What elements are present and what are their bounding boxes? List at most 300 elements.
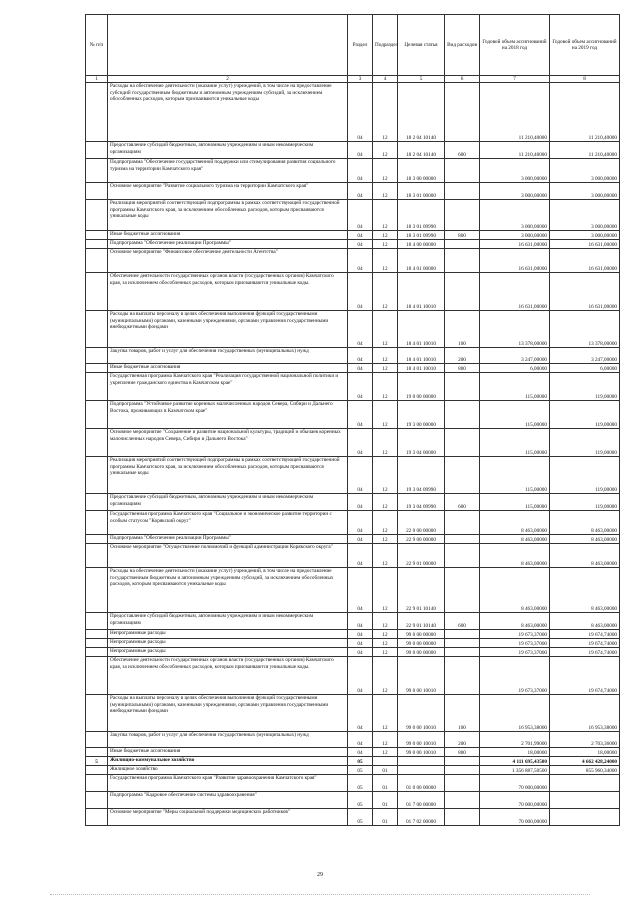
column-number: 3: [348, 76, 373, 83]
row-exp-type: [445, 775, 480, 792]
row-2019: 3 000,00000: [550, 200, 620, 231]
row-exp-type: 100: [445, 311, 480, 348]
row-2019: [550, 809, 620, 826]
table-row: [86, 142, 620, 159]
row-target: 01 7 02 00000: [398, 809, 445, 826]
row-section: 05: [348, 792, 373, 809]
row-section: 04: [348, 348, 373, 364]
row-2018: 3 247,00000: [480, 348, 550, 364]
row-num: 5: [86, 757, 108, 766]
row-num: [86, 183, 108, 200]
row-section: 04: [348, 630, 373, 639]
row-2018: 11 210,40000: [480, 142, 550, 159]
row-num: [86, 535, 108, 544]
row-target: 18 3 00 00000: [398, 159, 445, 183]
row-section: 04: [348, 373, 373, 401]
table-row: [86, 639, 620, 648]
row-subsection: 12: [373, 494, 398, 511]
row-num: [86, 373, 108, 401]
row-target: 22 9 01 10140: [398, 613, 445, 630]
row-name: Предоставление субсидий бюджетным, автономным учреждениям и иным некоммерческим организациям: [108, 142, 348, 159]
table-row: [86, 748, 620, 757]
row-section: 04: [348, 142, 373, 159]
row-section: 05: [348, 809, 373, 826]
row-name: Подпрограмма "Обеспечение реализации Программы": [108, 240, 348, 249]
row-exp-type: 100: [445, 695, 480, 732]
row-name: Непрограммные расходы: [108, 648, 348, 657]
row-num: [86, 231, 108, 240]
row-subsection: 12: [373, 373, 398, 401]
row-num: [86, 429, 108, 457]
row-name: Жилищное хозяйство: [108, 766, 348, 775]
row-name: Реализация мероприятий соответствующей подпрограммы в рамках соответствующей государственной программы Камчатского края, за исключением обособленных расходов, которым присваиваются уникальные коды: [108, 200, 348, 231]
row-subsection: 12: [373, 183, 398, 200]
row-target: 99 0 00 10010: [398, 732, 445, 748]
row-2018: 16 631,00000: [480, 273, 550, 311]
row-name: Основное мероприятие "Развитие социального туризма на территории Камчатского края": [108, 183, 348, 200]
row-name: Обеспечение деятельности государственных органов власти (государственных органов) Камчатского края, за исключением обособленных расходов, которым присваиваются уникальные коды.: [108, 657, 348, 695]
row-2019: 3 247,00000: [550, 348, 620, 364]
row-target: 99 0 00 00000: [398, 648, 445, 657]
table-row: [86, 311, 620, 348]
row-exp-type: [445, 240, 480, 249]
row-target: 22 9 01 10140: [398, 568, 445, 613]
row-2019: 8 463,00000: [550, 613, 620, 630]
row-subsection: 12: [373, 630, 398, 639]
row-2019: 19 674,74000: [550, 630, 620, 639]
column-number: 5: [398, 76, 445, 83]
row-2018: 115,00000: [480, 429, 550, 457]
row-name: Обеспечение деятельности государственных органов власти (государственных органов) Камчатского края, за исключением обособленных расходов, которым присваиваются уникальные коды.: [108, 273, 348, 311]
row-exp-type: [445, 183, 480, 200]
row-name: Расходы на обеспечение деятельности (оказание услуг) учреждений, в том числе на предоставление субсидий государственным бюджетным и автономным учреждениям субсидий, за исключением обособленных расходов, которым присваиваются уникальные коды: [108, 83, 348, 142]
row-section: 04: [348, 401, 373, 429]
row-section: 04: [348, 159, 373, 183]
row-exp-type: 600: [445, 142, 480, 159]
row-section: 04: [348, 249, 373, 273]
row-2019: 8 463,00000: [550, 535, 620, 544]
row-name: Расходы на выплаты персоналу в целях обеспечения выполнения функций государственными (муниципальными) органами, казенными учреждениями, органами управления государственными внебюджетными фондами: [108, 311, 348, 348]
row-name: Предоставление субсидий бюджетным, автономным учреждениям и иным некоммерческим организациям: [108, 613, 348, 630]
row-section: 04: [348, 511, 373, 535]
row-exp-type: [445, 200, 480, 231]
row-subsection: 12: [373, 748, 398, 757]
row-section: 04: [348, 639, 373, 648]
row-2018: 11 210,40000: [480, 83, 550, 142]
row-target: 01 0 00 00000: [398, 775, 445, 792]
row-exp-type: [445, 544, 480, 568]
header-num: № п/п: [86, 15, 108, 76]
table-row: [86, 544, 620, 568]
table-row: [86, 695, 620, 732]
header-2018: Годовой объем ассигнований на 2018 год: [480, 15, 550, 76]
row-target: 99 0 00 00000: [398, 630, 445, 639]
row-name: Иные бюджетные ассигнования: [108, 364, 348, 373]
row-name: Подпрограмма "Обеспечение государственной поддержки или стимулирования развития социального туризма на территории Камчатского края": [108, 159, 348, 183]
row-subsection: 12: [373, 159, 398, 183]
row-name: Основное мероприятие "Меры социальной поддержки медицинских работников": [108, 809, 348, 826]
row-section: 04: [348, 457, 373, 494]
row-target: 18 4 01 10010: [398, 348, 445, 364]
table-row: [86, 159, 620, 183]
row-exp-type: [445, 766, 480, 775]
row-2019: 13 378,00000: [550, 311, 620, 348]
row-2019: 4 662 428,24000: [550, 757, 620, 766]
column-number: 6: [445, 76, 480, 83]
row-exp-type: 600: [445, 613, 480, 630]
row-exp-type: [445, 639, 480, 648]
table-row: [86, 535, 620, 544]
row-subsection: 12: [373, 639, 398, 648]
row-subsection: 12: [373, 544, 398, 568]
row-2019: 8 463,00000: [550, 568, 620, 613]
row-2018: 16 631,00000: [480, 240, 550, 249]
table-row: [86, 792, 620, 809]
table-row: [86, 457, 620, 494]
row-subsection: 12: [373, 429, 398, 457]
row-2019: 19 674,74000: [550, 639, 620, 648]
row-name: Непрограммные расходы: [108, 639, 348, 648]
row-num: [86, 630, 108, 639]
row-name: Основное мероприятие "Сохранение и развитие национальной культуры, традиций и обычаев коренных малочисленных народов Севера, Сибири и Дальнего Востока": [108, 429, 348, 457]
row-section: 05: [348, 775, 373, 792]
row-target: 19 3 04 09990: [398, 457, 445, 494]
row-section: 05: [348, 766, 373, 775]
row-num: [86, 364, 108, 373]
row-target: 19 3 04 00000: [398, 429, 445, 457]
row-target: 19 0 00 00000: [398, 373, 445, 401]
table-row: [86, 401, 620, 429]
table-row: [86, 273, 620, 311]
row-num: [86, 792, 108, 809]
row-num: [86, 348, 108, 364]
row-2018: 6,00000: [480, 364, 550, 373]
row-2018: 115,00000: [480, 494, 550, 511]
table-row: [86, 83, 620, 142]
row-2019: 16 953,38000: [550, 695, 620, 732]
row-target: 99 0 00 10010: [398, 695, 445, 732]
row-section: 04: [348, 273, 373, 311]
row-name: Подпрограмма "Устойчивое развитие коренных малочисленных народов Севера, Сибири и Дальнего Востока, проживающих в Камчатском крае": [108, 401, 348, 429]
row-target: 22 9 01 00000: [398, 544, 445, 568]
row-name: Иные бюджетные ассигнования: [108, 231, 348, 240]
row-section: 04: [348, 657, 373, 695]
row-subsection: 12: [373, 511, 398, 535]
page-number: 29: [317, 872, 323, 878]
table-row: [86, 630, 620, 639]
row-target: 19 3 04 09990: [398, 494, 445, 511]
table-row: [86, 200, 620, 231]
row-2019: 3 000,00000: [550, 159, 620, 183]
row-2018: 8 463,00000: [480, 535, 550, 544]
row-num: [86, 249, 108, 273]
row-2019: 16 631,00000: [550, 249, 620, 273]
table-row: [86, 613, 620, 630]
row-2018: 8 463,00000: [480, 613, 550, 630]
row-num: [86, 311, 108, 348]
row-section: 04: [348, 364, 373, 373]
row-2018: 2 701,99000: [480, 732, 550, 748]
row-exp-type: [445, 249, 480, 273]
column-number: 8: [550, 76, 620, 83]
row-name: Государственная программа Камчатского края "Развитие здравоохранения Камчатского края": [108, 775, 348, 792]
row-subsection: 12: [373, 200, 398, 231]
row-subsection: 12: [373, 83, 398, 142]
table-row: [86, 757, 620, 766]
row-subsection: 12: [373, 231, 398, 240]
row-subsection: 01: [373, 809, 398, 826]
row-2019: 6,00000: [550, 364, 620, 373]
column-number: 7: [480, 76, 550, 83]
row-2018: 16 631,00000: [480, 249, 550, 273]
row-2018: 70 000,00000: [480, 809, 550, 826]
row-2018: 115,00000: [480, 401, 550, 429]
row-exp-type: [445, 535, 480, 544]
row-section: 04: [348, 748, 373, 757]
row-num: [86, 83, 108, 142]
row-2019: 855 960,34000: [550, 766, 620, 775]
row-num: [86, 544, 108, 568]
row-num: [86, 142, 108, 159]
row-exp-type: [445, 83, 480, 142]
row-target: [398, 766, 445, 775]
row-target: 18 3 01 09990: [398, 231, 445, 240]
row-target: 19 3 00 00000: [398, 401, 445, 429]
table-row: [86, 775, 620, 792]
table-row: [86, 231, 620, 240]
row-num: [86, 401, 108, 429]
header-name: [108, 15, 348, 76]
row-subsection: 12: [373, 273, 398, 311]
table-body: [86, 83, 620, 826]
row-target: 22 0 00 00000: [398, 511, 445, 535]
row-num: [86, 457, 108, 494]
table-row: [86, 373, 620, 401]
row-exp-type: [445, 792, 480, 809]
row-subsection: 01: [373, 766, 398, 775]
row-exp-type: 200: [445, 732, 480, 748]
row-section: 05: [348, 757, 373, 766]
row-target: 22 9 00 00000: [398, 535, 445, 544]
row-exp-type: 800: [445, 231, 480, 240]
row-2018: 8 463,00000: [480, 568, 550, 613]
header-subsection: Подраздел: [373, 15, 398, 76]
row-subsection: [373, 757, 398, 766]
row-2019: 18,00000: [550, 748, 620, 757]
row-2018: 19 673,37000: [480, 639, 550, 648]
table-row: [86, 240, 620, 249]
row-subsection: 12: [373, 311, 398, 348]
row-subsection: 12: [373, 535, 398, 544]
column-number: 2: [108, 76, 348, 83]
table-row: [86, 732, 620, 748]
row-exp-type: [445, 273, 480, 311]
row-target: 18 2 04 10140: [398, 142, 445, 159]
row-exp-type: [445, 457, 480, 494]
row-section: 04: [348, 732, 373, 748]
row-2018: 16 953,38000: [480, 695, 550, 732]
row-exp-type: [445, 401, 480, 429]
row-2018: 8 463,00000: [480, 544, 550, 568]
row-2019: [550, 792, 620, 809]
row-subsection: 12: [373, 364, 398, 373]
row-num: [86, 748, 108, 757]
budget-table: [85, 14, 620, 826]
row-2018: 19 673,37000: [480, 657, 550, 695]
row-target: 18 4 01 00000: [398, 249, 445, 273]
row-exp-type: 800: [445, 364, 480, 373]
table-row: [86, 249, 620, 273]
row-subsection: 12: [373, 240, 398, 249]
row-name: Основное мероприятие "Осуществление полномочий и функций администрации Корякского округа": [108, 544, 348, 568]
row-name: Основное мероприятие "Финансовое обеспечение деятельности Агентства": [108, 249, 348, 273]
row-target: 18 4 01 10010: [398, 311, 445, 348]
row-exp-type: 600: [445, 494, 480, 511]
row-target: 01 7 00 00000: [398, 792, 445, 809]
row-name: Государственная программа Камчатского края "Социальное и экономическое развитие территории с особым статусом "Корякский округ": [108, 511, 348, 535]
row-2019: 19 674,74000: [550, 648, 620, 657]
row-2019: 16 631,00000: [550, 273, 620, 311]
row-2018: 19 673,37000: [480, 648, 550, 657]
row-num: [86, 494, 108, 511]
row-subsection: 12: [373, 457, 398, 494]
bottom-dotted-line: [50, 894, 590, 896]
row-name: Иные бюджетные ассигнования: [108, 748, 348, 757]
row-target: 99 0 00 10010: [398, 748, 445, 757]
row-2018: 18,00000: [480, 748, 550, 757]
row-section: 04: [348, 695, 373, 732]
table-row: [86, 568, 620, 613]
row-target: 99 0 00 00000: [398, 639, 445, 648]
row-exp-type: 800: [445, 748, 480, 757]
row-subsection: 12: [373, 732, 398, 748]
row-exp-type: [445, 809, 480, 826]
row-2018: 3 000,00000: [480, 183, 550, 200]
row-num: [86, 613, 108, 630]
row-name: Подпрограмма "Обеспечение реализации Программы": [108, 535, 348, 544]
row-2019: 11 210,40000: [550, 83, 620, 142]
row-section: 04: [348, 83, 373, 142]
header-exp-type: Вид расходов: [445, 15, 480, 76]
row-name: Расходы на выплаты персоналу в целях обеспечения выполнения функций государственными (муниципальными) органами, казенными учреждениями, органами управления государственными внебюджетными фондами: [108, 695, 348, 732]
row-exp-type: 200: [445, 348, 480, 364]
row-2019: 19 674,74000: [550, 657, 620, 695]
row-2018: 1 356 887,50500: [480, 766, 550, 775]
row-name: Предоставление субсидий бюджетным, автономным учреждениям и иным некоммерческим организациям: [108, 494, 348, 511]
table-row: [86, 348, 620, 364]
row-2018: 70 000,00000: [480, 775, 550, 792]
row-section: 04: [348, 311, 373, 348]
row-2019: 119,00000: [550, 457, 620, 494]
table-row: [86, 364, 620, 373]
row-subsection: 12: [373, 648, 398, 657]
row-name: Подпрограмма "Кадровое обеспечение системы здравоохранения": [108, 792, 348, 809]
row-target: 18 4 01 10010: [398, 364, 445, 373]
row-subsection: 12: [373, 613, 398, 630]
row-section: 04: [348, 648, 373, 657]
row-target: 18 3 01 09990: [398, 200, 445, 231]
row-exp-type: [445, 657, 480, 695]
row-2019: 119,00000: [550, 429, 620, 457]
row-section: 04: [348, 200, 373, 231]
row-2019: 11 210,40000: [550, 142, 620, 159]
row-2018: 4 111 695,43500: [480, 757, 550, 766]
row-2019: 119,00000: [550, 401, 620, 429]
header-2019: Годовой объем ассигнований на 2019 год: [550, 15, 620, 76]
row-2018: 8 463,00000: [480, 511, 550, 535]
row-2019: 3 000,00000: [550, 183, 620, 200]
row-num: [86, 240, 108, 249]
row-2019: 8 463,00000: [550, 544, 620, 568]
row-name: Непрограммные расходы: [108, 630, 348, 639]
table-row: [86, 429, 620, 457]
row-subsection: 12: [373, 695, 398, 732]
row-num: [86, 648, 108, 657]
row-section: 04: [348, 240, 373, 249]
row-2019: 3 000,00000: [550, 231, 620, 240]
table-row: [86, 648, 620, 657]
header-section: Раздел: [348, 15, 373, 76]
row-exp-type: [445, 429, 480, 457]
table-row: [86, 183, 620, 200]
row-2019: 119,00000: [550, 373, 620, 401]
row-2019: 8 463,00000: [550, 511, 620, 535]
row-num: [86, 273, 108, 311]
row-section: 04: [348, 544, 373, 568]
row-2019: [550, 775, 620, 792]
row-subsection: 01: [373, 775, 398, 792]
table-row: [86, 766, 620, 775]
row-2018: 19 673,37000: [480, 630, 550, 639]
row-2018: 115,00000: [480, 457, 550, 494]
row-exp-type: [445, 757, 480, 766]
row-name: Расходы на обеспечение деятельности (оказание услуг) учреждений, в том числе на предоставление государственным бюджетным и автономным учреждениям субсидий, за исключением обособленных расходов, которым присваиваются уникальные коды: [108, 568, 348, 613]
table-header-row: [86, 15, 620, 76]
row-target: 18 4 00 00000: [398, 240, 445, 249]
row-num: [86, 159, 108, 183]
column-number-row: [86, 76, 620, 83]
row-num: [86, 657, 108, 695]
row-target: [398, 757, 445, 766]
row-exp-type: [445, 159, 480, 183]
row-name: Государственная программа Камчатского края "Реализация государственной национальной политики и укрепление гражданского единства в Камчатском крае": [108, 373, 348, 401]
row-num: [86, 809, 108, 826]
row-num: [86, 639, 108, 648]
row-name: Закупка товаров, работ и услуг для обеспечения государственных (муниципальных) нужд: [108, 732, 348, 748]
row-target: 18 2 04 10140: [398, 83, 445, 142]
row-2018: 70 000,00000: [480, 792, 550, 809]
row-subsection: 01: [373, 792, 398, 809]
row-num: [86, 732, 108, 748]
row-section: 04: [348, 429, 373, 457]
row-num: [86, 568, 108, 613]
row-num: [86, 695, 108, 732]
table-row: [86, 809, 620, 826]
row-subsection: 12: [373, 348, 398, 364]
row-target: 99 0 00 10010: [398, 657, 445, 695]
row-section: 04: [348, 568, 373, 613]
row-num: [86, 511, 108, 535]
row-2019: 2 703,36000: [550, 732, 620, 748]
row-exp-type: [445, 630, 480, 639]
table-row: [86, 494, 620, 511]
row-exp-type: [445, 648, 480, 657]
row-subsection: 12: [373, 568, 398, 613]
row-subsection: 12: [373, 401, 398, 429]
row-2018: 115,00000: [480, 373, 550, 401]
row-2018: 3 000,00000: [480, 159, 550, 183]
row-name: Закупка товаров, работ и услуг для обеспечения государственных (муниципальных) нужд: [108, 348, 348, 364]
